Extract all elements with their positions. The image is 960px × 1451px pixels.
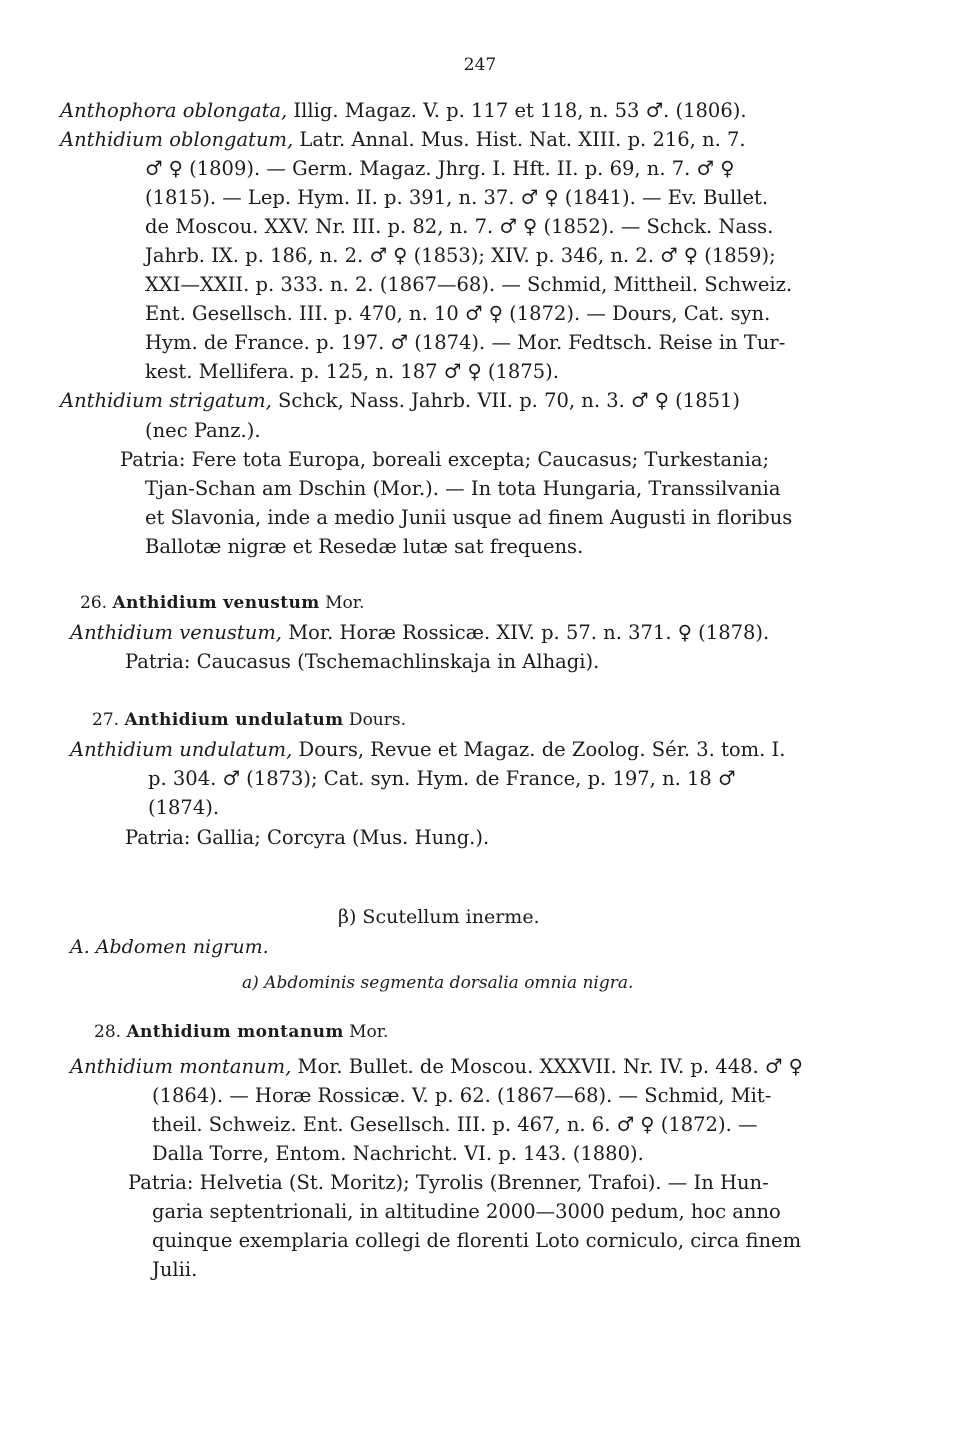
species-heading-28 — [94, 1019, 388, 1045]
entry-anthidium-strigatum — [60, 388, 740, 414]
species-author: Mor. — [319, 593, 365, 613]
species-number: 26. — [80, 593, 108, 613]
entry-anthidium-venustum — [70, 620, 769, 646]
species-number: 27. — [92, 710, 120, 730]
citation-line: Ent. Gesellsch. III. p. 470, n. 10 ♂ ♀ (1872). — Dours, Cat. syn. — [145, 302, 771, 325]
citation: Latr. Annal. Mus. Hist. Nat. XIII. p. 216, n. 7. — [293, 128, 746, 151]
entry-anthidium-montanum — [70, 1054, 803, 1080]
species-name: Anthidium venustum — [112, 593, 320, 613]
patria-line: et Slavonia, inde a medio Junii usque ad finem Augusti in floribus — [145, 506, 793, 529]
citation-line: theil. Schweiz. Ent. Gesellsch. III. p. 467, n. 6. ♂ ♀ (1872). — — [152, 1113, 758, 1136]
patria-line: garia septentrionali, in altitudine 2000—3000 pedum, hoc anno — [152, 1200, 781, 1223]
species-heading-27 — [92, 707, 406, 733]
citation-line: p. 304. ♂ (1873); Cat. syn. Hym. de France, p. 197, n. 18 ♂ — [148, 767, 736, 790]
citation-line: ♂ ♀ (1809). — Germ. Magaz. Jhrg. I. Hft. II. p. 69, n. 7. ♂ ♀ — [145, 157, 735, 180]
taxon-name: Anthidium venustum, — [70, 621, 283, 644]
citation-line: (1874). — [148, 796, 220, 819]
citation-line: (1864). — Horæ Rossicæ. V. p. 62. (1867—68). — Schmid, Mit- — [152, 1084, 772, 1107]
entry-anthidium-oblongatum — [60, 127, 746, 153]
species-name: Anthidium montanum — [126, 1022, 344, 1042]
patria-line: Ballotæ nigræ et Resedæ lutæ sat frequens. — [145, 535, 584, 558]
citation-line: Dalla Torre, Entom. Nachricht. VI. p. 143. (1880). — [152, 1142, 644, 1165]
patria-line: Patria: Fere tota Europa, boreali excepta; Caucasus; Turkestania; — [120, 448, 770, 471]
citation: Mor. Bullet. de Moscou. XXXVII. Nr. IV. p. 448. ♂ ♀ — [291, 1055, 803, 1078]
species-number: 28. — [94, 1022, 122, 1042]
taxon-name: Anthidium montanum, — [70, 1055, 292, 1078]
species-author: Dours. — [343, 710, 407, 730]
citation-line: Jahrb. IX. p. 186, n. 2. ♂ ♀ (1853); XIV. p. 346, n. 2. ♂ ♀ (1859); — [145, 244, 776, 267]
patria-line: Tjan-Schan am Dschin (Mor.). — In tota Hungaria, Transsilvania — [145, 477, 781, 500]
citation-line: (1815). — Lep. Hym. II. p. 391, n. 37. ♂ ♀ (1841). — Ev. Bullet. — [145, 186, 769, 209]
citation: Schck, Nass. Jahrb. VII. p. 70, n. 3. ♂ ♀ (1851) — [271, 389, 741, 412]
citation: Dours, Revue et Magaz. de Zoolog. Sér. 3. tom. I. — [292, 738, 786, 761]
page-number: 247 — [463, 55, 497, 75]
species-name: Anthidium undulatum — [124, 710, 344, 730]
key-beta: β) Scutellum inerme. — [338, 906, 540, 928]
citation-line: de Moscou. XXV. Nr. III. p. 82, n. 7. ♂ ♀ (1852). — Schck. Nass. — [145, 215, 774, 238]
citation: Illig. Magaz. V. p. 117 et 118, n. 53 ♂. (1806). — [287, 99, 747, 122]
citation-line: kest. Mellifera. p. 125, n. 187 ♂ ♀ (1875). — [145, 360, 559, 383]
patria-line: Patria: Helvetia (St. Moritz); Tyrolis (Brenner, Trafoi). — In Hun- — [128, 1171, 769, 1194]
citation-line: XXI—XXII. p. 333. n. 2. (1867—68). — Schmid, Mittheil. Schweiz. — [145, 273, 793, 296]
entry-anthophora-oblongata — [60, 98, 747, 124]
key-a-upper: A. Abdomen nigrum. — [70, 936, 269, 958]
species-author: Mor. — [343, 1022, 389, 1042]
taxon-name: Anthidium strigatum, — [60, 389, 272, 412]
taxon-name: Anthidium undulatum, — [70, 738, 293, 761]
taxon-name: Anthophora oblongata, — [60, 99, 288, 122]
key-a-lower: a) Abdominis segmenta dorsalia omnia nigra. — [242, 973, 634, 993]
citation-line: Hym. de France. p. 197. ♂ (1874). — Mor. Fedtsch. Reise in Tur- — [145, 331, 786, 354]
citation: Mor. Horæ Rossicæ. XIV. p. 57. n. 371. ♀ (1878). — [282, 621, 770, 644]
patria-line: Patria: Gallia; Corcyra (Mus. Hung.). — [125, 826, 490, 849]
patria-line: Julii. — [152, 1258, 198, 1281]
species-heading-26 — [80, 590, 364, 616]
patria-line: quinque exemplaria collegi de florenti Loto corniculo, circa finem — [152, 1229, 802, 1252]
taxon-name: Anthidium oblongatum, — [60, 128, 294, 151]
patria-line: Patria: Caucasus (Tschemachlinskaja in Alhagi). — [125, 650, 600, 673]
entry-anthidium-undulatum — [70, 737, 785, 763]
citation-line: (nec Panz.). — [145, 419, 261, 442]
